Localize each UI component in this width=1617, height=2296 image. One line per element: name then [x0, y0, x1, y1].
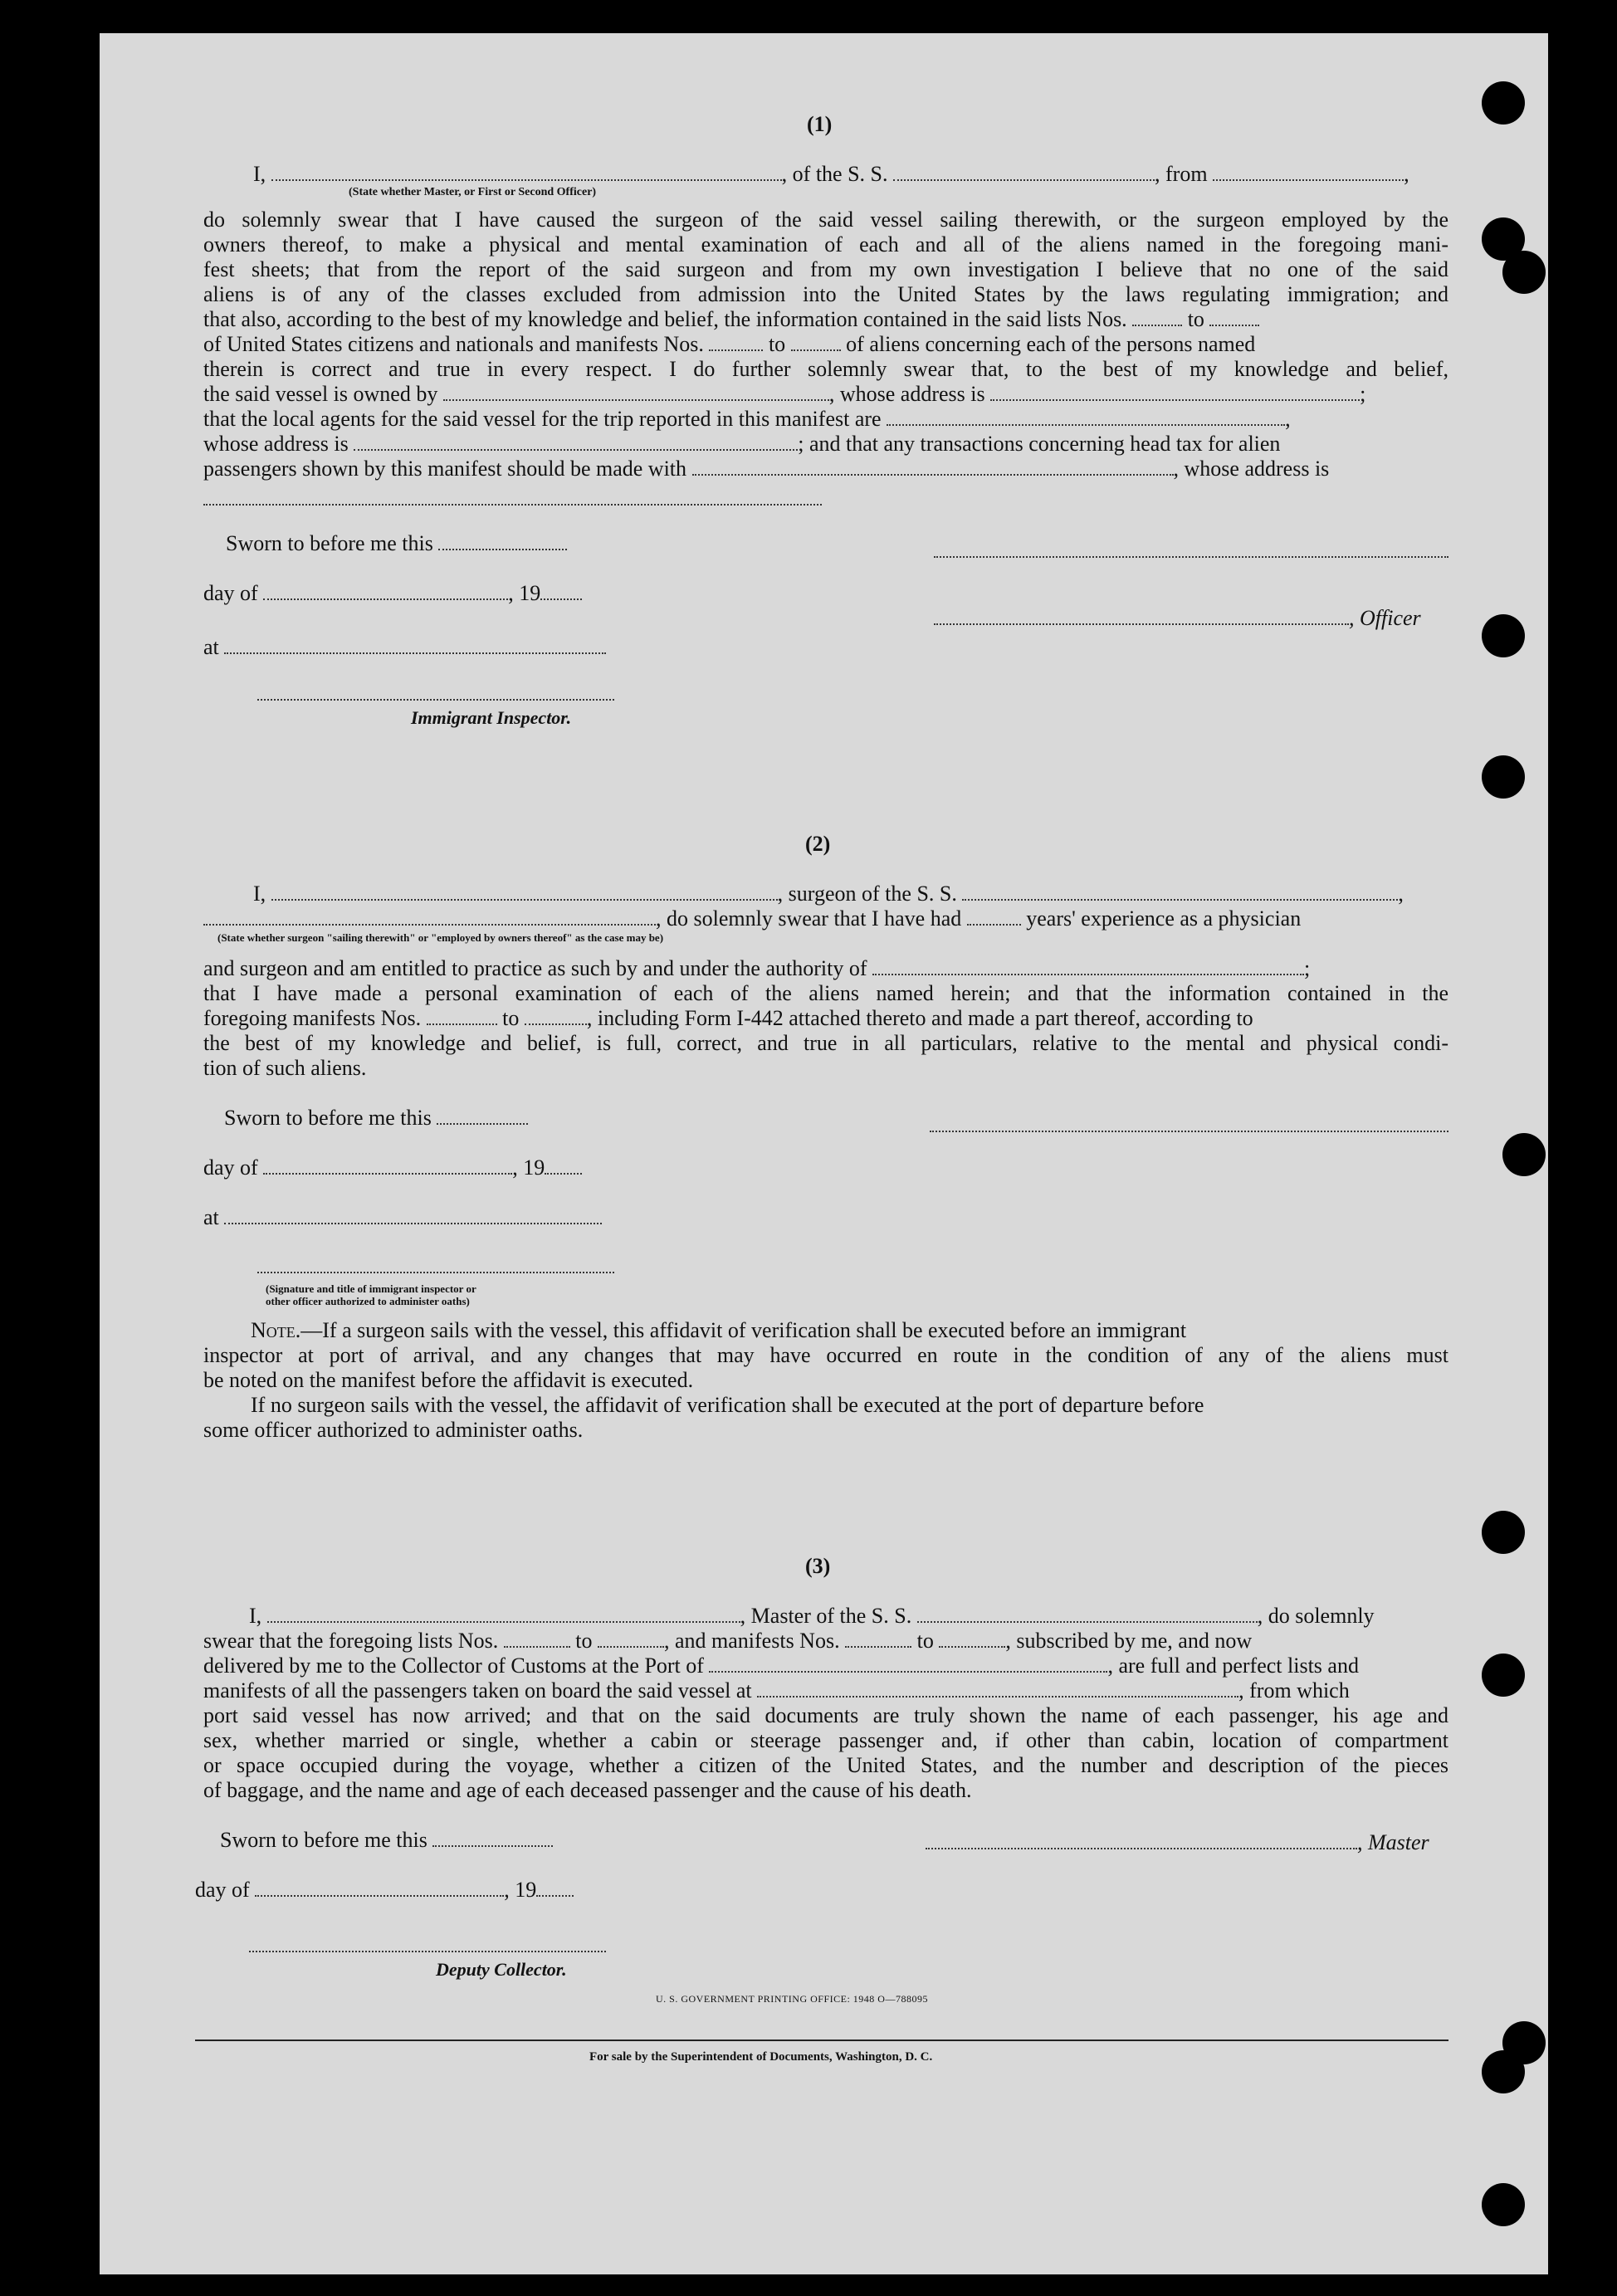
master-name-field[interactable] — [267, 1605, 740, 1623]
s3-text-line: port said vessel has now arrived; and that on the said documents are truly shown the name of each passenger, his age and — [203, 1703, 1448, 1727]
s3-line-1: I, , Master of the S. S. , do solemnly — [249, 1604, 1375, 1628]
s1-lists-line: that also, according to the best of my knowledge and belief, the information contained in the said lists Nos. to — [203, 307, 1259, 332]
s1-text-line: fest sheets; that from the report of the said surgeon and from my own investigation I believe that no one of the said — [203, 257, 1448, 281]
local-agents-field[interactable] — [887, 408, 1285, 426]
surgeon-vessel-field[interactable] — [962, 882, 1398, 901]
s3-manifests-to-field[interactable] — [939, 1629, 1005, 1648]
s2-line-2: , do solemnly swear that I have had years' experience as a physician — [203, 906, 1301, 931]
punch-hole — [1482, 81, 1525, 125]
s1-manifests-line: of United States citizens and nationals and manifests Nos. to of aliens concerning each of the persons named — [203, 332, 1256, 356]
surgeon-status-field[interactable] — [203, 907, 656, 926]
s3-sworn: Sworn to before me this — [220, 1828, 553, 1853]
punch-hole — [1482, 614, 1525, 657]
sworn-date-field[interactable] — [438, 532, 567, 550]
punch-hole — [1482, 2050, 1525, 2093]
s1-officer-line: , Officer — [934, 606, 1421, 631]
surgeon-signature-field[interactable] — [930, 1129, 1448, 1132]
s2-sworn-date-field[interactable] — [437, 1106, 528, 1125]
s2-signature-note-2: other officer authorized to administer oaths) — [266, 1295, 470, 1307]
s2-dayof: day of , 19 — [203, 1155, 582, 1180]
lists-to-field[interactable] — [1209, 308, 1259, 326]
s1-text-line: owners thereof, to make a physical and mental examination of each and all of the aliens named in the foregoing mani- — [203, 232, 1448, 256]
s1-headtax-line: passengers shown by this manifest should be made with , whose address is — [203, 457, 1330, 481]
s3-line-3: delivered by me to the Collector of Customs at the Port of , are full and perfect lists and — [203, 1654, 1359, 1678]
s3-lists-from-field[interactable] — [504, 1629, 570, 1648]
s3-line-2: swear that the foregoing lists Nos. to , and manifests Nos. to , subscribed by me, and now — [203, 1629, 1253, 1653]
section-2-heading: (2) — [805, 832, 831, 856]
customs-port-field[interactable] — [709, 1654, 1107, 1673]
s2-year-field[interactable] — [545, 1156, 582, 1175]
form-page — [100, 33, 1548, 2274]
s3-vessel-field[interactable] — [917, 1605, 1258, 1623]
s1-text-line: aliens is of any of the classes excluded from admission into the United States by the laws regulating immigration; and — [203, 282, 1448, 306]
s2-inspector-signature-field[interactable] — [257, 1270, 614, 1273]
s2-line-4: that I have made a personal examination of each of the aliens named herein; and that the information contained in the — [203, 981, 1448, 1005]
s2-line-6: the best of my knowledge and belief, is full, correct, and true in all particulars, relative to the mental and physical condi- — [203, 1031, 1448, 1055]
s2-manifests-to-field[interactable] — [525, 1007, 587, 1025]
s2-note-3: be noted on the manifest before the affidavit is executed. — [203, 1368, 694, 1392]
s1-dayof: day of , 19 — [203, 581, 582, 606]
s1-text-line: do solemnly swear that I have caused the surgeon of the said vessel sailing therewith, or the surgeon employed by the — [203, 208, 1448, 232]
years-experience-field[interactable] — [967, 907, 1021, 926]
s1-line-1: I, , of the S. S. , from , — [253, 162, 1409, 186]
section-1-heading: (1) — [807, 112, 833, 136]
headtax-address-field[interactable] — [203, 502, 822, 506]
s1-owner-line: the said vessel is owned by , whose address is ; — [203, 382, 1366, 406]
s2-at-place-field[interactable] — [224, 1206, 602, 1224]
section-3-heading: (3) — [805, 1554, 831, 1578]
footer-rule — [195, 2040, 1448, 2041]
s2-sworn: Sworn to before me this — [224, 1106, 528, 1131]
punch-hole — [1482, 755, 1525, 799]
year-field[interactable] — [540, 582, 582, 600]
s2-note-2: inspector at port of arrival, and any changes that may have occurred en route in the condition of any of the aliens must — [203, 1343, 1448, 1367]
headtax-agent-field[interactable] — [692, 457, 1174, 476]
punch-hole — [1502, 251, 1546, 294]
surgeon-name-field[interactable] — [271, 882, 778, 901]
master-signature-field[interactable] — [926, 1831, 1357, 1849]
s2-line-5: foregoing manifests Nos. to , including Form I-442 attached thereto and made a part thereof, according to — [203, 1006, 1253, 1030]
rank-note: (State whether Master, or First or Second Officer) — [349, 186, 597, 198]
gpo-imprint: U. S. GOVERNMENT PRINTING OFFICE: 1948 O—788095 — [656, 1993, 928, 2005]
from-port-field[interactable] — [1213, 163, 1404, 181]
owner-address-field[interactable] — [990, 383, 1360, 401]
s3-line-4: manifests of all the passengers taken on board the said vessel at , from which — [203, 1678, 1350, 1702]
s3-day-of-field[interactable] — [255, 1878, 504, 1897]
s3-dayof: day of , 19 — [195, 1878, 574, 1903]
s3-lists-to-field[interactable] — [598, 1629, 664, 1648]
vessel-name-field[interactable] — [893, 163, 1155, 181]
punch-hole — [1482, 1511, 1525, 1554]
footer-sale-note: For sale by the Superintendent of Documents, Washington, D. C. — [589, 2050, 933, 2064]
s2-line-7: tion of such aliens. — [203, 1056, 367, 1080]
s2-note-1: Note.—If a surgeon sails with the vessel, this affidavit of verification shall be executed before an immigrant — [251, 1318, 1187, 1342]
officer-signature-field[interactable] — [934, 554, 1448, 558]
officer-name-field[interactable] — [934, 607, 1349, 625]
s1-text-line: therein is correct and true in every respect. I do further solemnly swear that, to the best of my knowledge and belief, — [203, 357, 1448, 381]
punch-hole — [1502, 1133, 1546, 1176]
s2-signature-note-1: (Signature and title of immigrant inspector or — [266, 1282, 476, 1295]
punch-hole — [1482, 1654, 1525, 1697]
authority-field[interactable] — [872, 957, 1304, 975]
s3-manifests-from-field[interactable] — [845, 1629, 911, 1648]
punch-hole — [1482, 2183, 1525, 2226]
s2-note-5: some officer authorized to administer oaths. — [203, 1418, 584, 1442]
inspector-caption: Immigrant Inspector. — [411, 707, 572, 728]
s2-note-4: If no surgeon sails with the vessel, the affidavit of verification shall be executed at the port of departure before — [251, 1393, 1204, 1417]
s3-text-line: or space occupied during the voyage, whether a citizen of the United States, and the number and description of the pieces — [203, 1753, 1448, 1777]
deputy-caption: Deputy Collector. — [436, 1959, 567, 1980]
s3-sworn-date-field[interactable] — [432, 1829, 553, 1847]
s2-at: at — [203, 1205, 602, 1230]
s3-text-line: sex, whether married or single, whether a cabin or steerage passenger and, if other than cabin, location of compartment — [203, 1728, 1448, 1752]
surgeon-status-note: (State whether surgeon "sailing therewith" or "employed by owners thereof" as the case may be) — [217, 931, 664, 944]
deputy-signature-field[interactable] — [249, 1949, 606, 1952]
s3-text-line: of baggage, and the name and age of each deceased passenger and the cause of his death. — [203, 1778, 972, 1802]
s2-day-of-field[interactable] — [263, 1156, 512, 1175]
officer-rank-field[interactable] — [271, 163, 782, 181]
manifests-to-field[interactable] — [791, 333, 841, 351]
s2-line-1: I, , surgeon of the S. S. , — [253, 882, 1404, 906]
manifests-from-field[interactable] — [709, 333, 763, 351]
s1-sworn: Sworn to before me this — [226, 531, 567, 556]
s2-line-3: and surgeon and am entitled to practice as such by and under the authority of ; — [203, 956, 1311, 980]
day-of-field[interactable] — [263, 582, 508, 600]
agents-address-field[interactable] — [354, 432, 798, 451]
s1-agents-line: that the local agents for the said vessel for the trip reported in this manifest are , — [203, 407, 1291, 431]
inspector-signature-field[interactable] — [257, 697, 614, 701]
s3-master-line: , Master — [926, 1830, 1429, 1855]
s2-manifests-from-field[interactable] — [427, 1007, 497, 1025]
s1-agents-address-line: whose address is ; and that any transactions concerning head tax for alien — [203, 432, 1281, 456]
lists-from-field[interactable] — [1132, 308, 1182, 326]
boarding-port-field[interactable] — [757, 1679, 1238, 1698]
at-place-field[interactable] — [224, 636, 606, 654]
s3-year-field[interactable] — [536, 1878, 574, 1897]
s1-at: at — [203, 635, 606, 660]
owner-field[interactable] — [443, 383, 829, 401]
